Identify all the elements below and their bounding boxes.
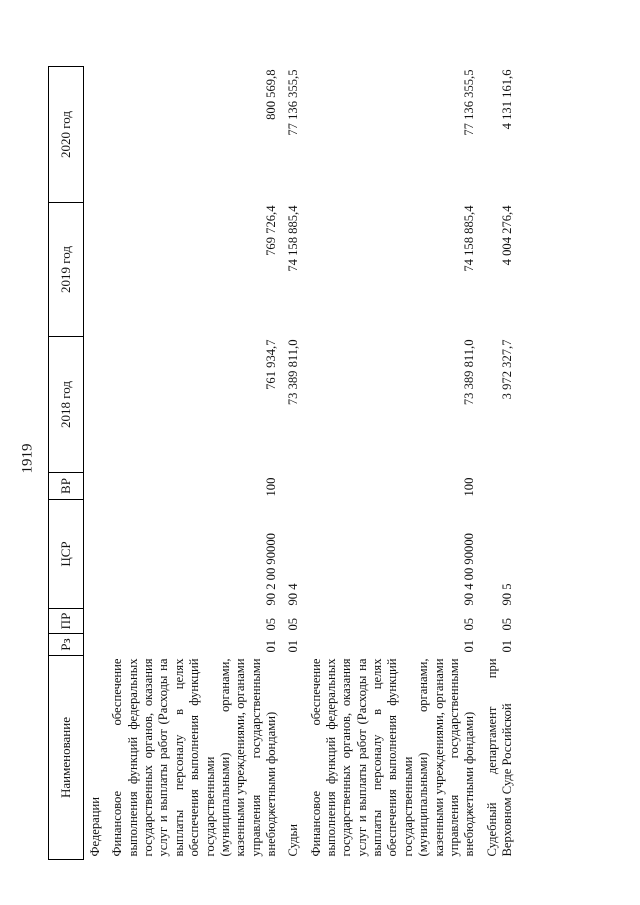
budget-table xyxy=(48,66,520,860)
row-2019: 4 004 276,4 xyxy=(499,205,514,266)
row-2020: 77 136 355,5 xyxy=(286,69,301,136)
row-name: Судебный департамент при Верховном Суде Российской xyxy=(484,658,514,857)
row-pr xyxy=(84,609,109,634)
row-2019: 74 158 885,4 xyxy=(286,205,301,272)
row-name: Финансовое обеспечение выполнения функций федеральных государственных органов, оказания услуг и выплаты работ (Расходы на выплаты персоналу в целях обеспечения выполнения функций государственными (муниципальными) органами, казенными учреждениями, органами управления государственными внебюджетными фондами) xyxy=(308,658,477,857)
row-pr: 05 xyxy=(286,617,301,631)
row-2019: 74 158 885,4 xyxy=(462,205,477,272)
row-csr: 90 2 00 90000 xyxy=(263,533,278,606)
row-name: Судьи xyxy=(286,824,301,857)
row-pr: 05 xyxy=(263,617,278,631)
row-2020: 800 569,8 xyxy=(263,69,278,120)
row-rz: 01 xyxy=(499,639,514,653)
col-header-2018: 2018 год xyxy=(49,337,84,473)
row-2020 xyxy=(84,67,109,203)
table-row xyxy=(108,67,284,860)
row-csr: 90 5 xyxy=(499,583,514,606)
table-row xyxy=(483,67,521,860)
col-header-name: Наименование xyxy=(49,656,84,860)
col-header-vr: ВР xyxy=(49,473,84,500)
row-vr: 100 xyxy=(462,477,477,497)
row-rz: 01 xyxy=(286,639,301,653)
row-rz: 01 xyxy=(462,639,477,653)
page-number: 1919 xyxy=(19,443,36,473)
row-2018: 73 389 811,0 xyxy=(286,339,301,406)
row-rz: 01 xyxy=(263,639,278,653)
row-2018 xyxy=(84,337,109,473)
row-pr: 05 xyxy=(499,617,514,631)
table-row xyxy=(284,67,306,860)
row-2019: 769 726,4 xyxy=(263,205,278,256)
table-header-row xyxy=(49,67,84,860)
row-2020: 4 131 161,6 xyxy=(499,69,514,130)
col-header-csr: ЦСР xyxy=(49,500,84,609)
row-rz xyxy=(84,634,109,656)
row-2019 xyxy=(84,203,109,337)
row-name: Федерации xyxy=(88,797,102,857)
col-header-pr: ПР xyxy=(49,609,84,634)
col-header-rz: Рз xyxy=(49,634,84,656)
row-vr xyxy=(284,473,306,500)
row-vr: 100 xyxy=(263,477,278,497)
row-csr: 90 4 00 90000 xyxy=(462,533,477,606)
row-name: Финансовое обеспечение выполнения функций федеральных государственных органов, оказания услуг и выплаты работ (Расходы на выплаты персоналу в целях обеспечения выполнения функций государственными (муниципальными) органами, казенными учреждениями, органами управления государственными внебюджетными фондами) xyxy=(110,658,278,857)
row-pr: 05 xyxy=(462,617,477,631)
table-row xyxy=(307,67,483,860)
col-header-2019: 2019 год xyxy=(49,203,84,337)
row-csr: 90 4 xyxy=(286,583,301,606)
budget-table-rotated xyxy=(48,67,593,860)
row-2020: 77 136 355,5 xyxy=(462,69,477,136)
table-row xyxy=(84,67,109,860)
row-vr xyxy=(84,473,109,500)
row-2018: 73 389 811,0 xyxy=(462,339,477,406)
row-2018: 3 972 327,7 xyxy=(499,339,514,400)
col-header-2020: 2020 год xyxy=(49,67,84,203)
row-csr xyxy=(84,500,109,609)
row-2018: 761 934,7 xyxy=(263,339,278,390)
row-vr xyxy=(483,473,521,500)
